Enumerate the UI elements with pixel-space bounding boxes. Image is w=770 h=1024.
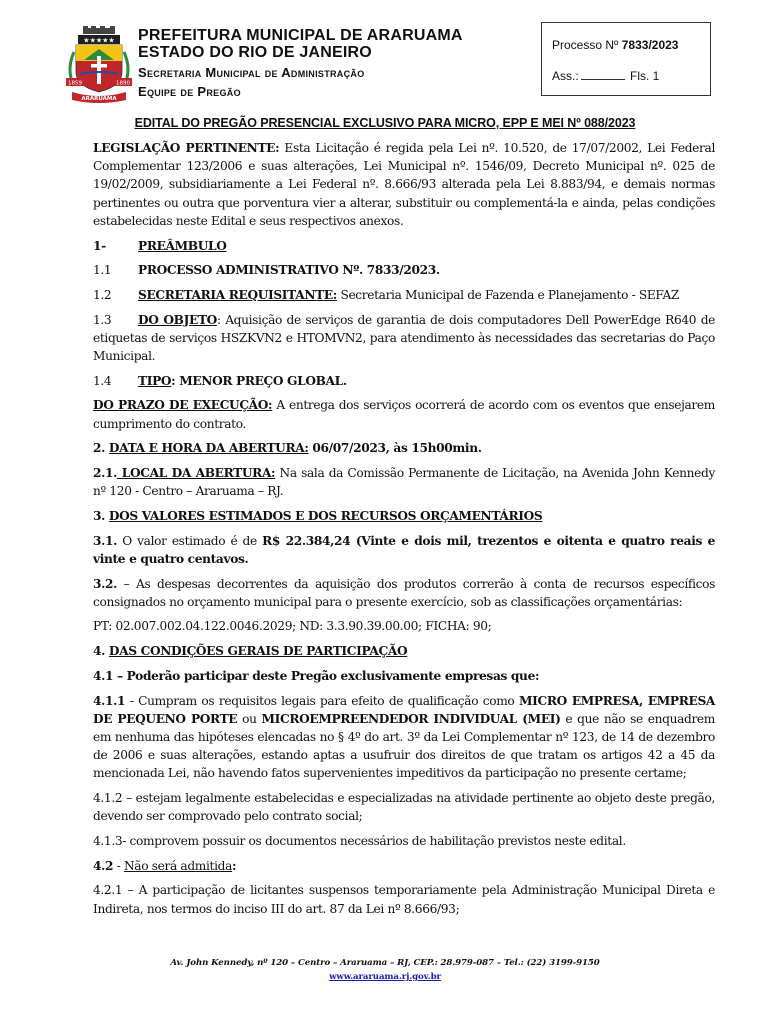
- section-3-2-text: – As despesas decorrentes da aquisição dos produtos correrão à conta de recursos específicos consignados no orçamento municipal para o presente exercício, sob as classificações orçamentárias:: [93, 576, 715, 609]
- section-1-2-text: Secretaria Municipal de Fazenda e Planejamento - SEFAZ: [336, 287, 680, 302]
- section-4-1-1-text-c: ou: [237, 711, 262, 726]
- section-1-2-number: 1.2: [93, 287, 112, 302]
- section-1-number: 1-: [93, 238, 106, 253]
- section-1-3-text: : Aquisição de serviços de garantia de dois computadores Dell PowerEdge R640 de etiquetas de serviços HSZKVN2 e HTOMVN2, para atendimento às necessidades das secretarias do Paço Municipal.: [93, 312, 716, 364]
- section-1-4-number: 1.4: [93, 373, 112, 388]
- municipal-crest-icon: [64, 26, 134, 104]
- section-3-prefix: 3.: [93, 508, 109, 523]
- section-4-label: DAS CONDIÇÕES GERAIS DE PARTICIPAÇÃO: [108, 644, 408, 659]
- section-4-1-3: 4.1.3- comprovem possuir os documentos necessários de habilitação previstos neste edital.: [93, 834, 626, 848]
- org-name: PREFEITURA MUNICIPAL DE ARARUAMA: [138, 27, 463, 44]
- prazo-text: A entrega dos serviços ocorrerá de acordo com os eventos que ensejarem cumprimento do contrato.: [93, 398, 715, 431]
- section-2-text: 06/07/2023, às 15h00min.: [308, 441, 482, 456]
- org-state: ESTADO DO RIO DE JANEIRO: [138, 44, 372, 61]
- edital-title: EDITAL DO PREGÃO PRESENCIAL EXCLUSIVO PARA MICRO, EPP E MEI Nº 088/2023: [134, 116, 636, 130]
- process-box: [541, 22, 711, 96]
- section-1-1-text: PROCESSO ADMINISTRATIVO Nº. 7833/2023.: [138, 263, 440, 278]
- legislation-paragraph: [93, 139, 715, 230]
- section-3-2: [93, 575, 715, 611]
- process-label: Processo Nº: [552, 38, 619, 52]
- section-1-3-label: DO OBJETO: [138, 312, 217, 327]
- section-1-4: [93, 372, 715, 390]
- org-team: Equipe de Pregão: [138, 84, 241, 99]
- section-4-2: [93, 857, 715, 875]
- section-4-prefix: 4.: [93, 644, 109, 659]
- section-3: [93, 507, 715, 525]
- section-1-1-number: 1.1: [93, 263, 112, 278]
- section-3-2-number: 3.2.: [93, 576, 118, 591]
- section-4-1-1-text-a: - Cumpram os requisitos legais para efeito de qualificação como: [125, 693, 519, 708]
- section-2-1-label: LOCAL DA ABERTURA:: [117, 466, 276, 481]
- section-2-prefix: 2.: [93, 441, 109, 456]
- section-3-label: DOS VALORES ESTIMADOS E DOS RECURSOS ORÇAMENTÁRIOS: [108, 508, 543, 523]
- section-3-1-number: 3.1.: [93, 533, 118, 548]
- section-1-4-label: TIPO: [138, 373, 172, 388]
- footer-website-link[interactable]: www.araruama.rj.gov.br: [329, 972, 441, 982]
- budget-classification: PT: 02.007.002.04.122.0046.2029; ND: 3.3.90.39.00.00; FICHA: 90;: [93, 619, 492, 634]
- section-4-2-dash: -: [113, 858, 124, 873]
- svg-text:1859: 1859: [68, 80, 82, 87]
- process-number-line: [552, 38, 678, 52]
- section-4-1-1: [93, 692, 715, 783]
- section-1-title: PREÂMBULO: [138, 238, 227, 253]
- legislation-text: Esta Licitação é regida pela Lei nº. 10.520, de 17/07/2002, Lei Federal Complementar 123/2006 e suas alterações, Lei Municipal nº. 1546/09, Decreto Municipal nº. 025 de 19/02/2009, subsidiariamente a Lei Federal nº. 8.666/93 alterada pela Lei 8.883/94, e demais normas pertinentes ou outra que porventura vier a alterar, substituir ou complementá-la e ainda, pelas condições estabelecidas neste Edital e seus respectivos anexos.: [93, 141, 715, 228]
- footer-address: Av. John Kennedy, nº 120 – Centro – Araruama – RJ, CEP.: 28.979-087 – Tel.: (22) 3199-9150: [170, 958, 600, 968]
- section-1-2-label: SECRETARIA REQUISITANTE:: [138, 287, 337, 302]
- org-department: Secretaria Municipal de Administração: [138, 65, 365, 80]
- section-3-1-value: R$ 22.384,24 (Vinte e dois mil, trezentos e oitenta e quatro reais e vinte e quatro centavos.: [93, 533, 715, 566]
- section-1-2: [93, 286, 715, 304]
- signature-line: [552, 69, 659, 83]
- section-2: [93, 439, 715, 457]
- section-1-3: [93, 311, 715, 366]
- legislation-label: LEGISLAÇÃO PERTINENTE:: [93, 141, 280, 155]
- section-1-1: [93, 261, 715, 279]
- page-footer: [0, 956, 770, 984]
- section-4-1: [93, 667, 715, 685]
- section-2-1: [93, 464, 715, 500]
- signature-blank: [581, 69, 625, 80]
- section-4-1-2: 4.1.2 – estejam legalmente estabelecidas e especializadas na atividade pertinente ao objeto deste pregão, devendo ser comprovado pelo contrato social;: [93, 791, 715, 824]
- svg-text:ARARUAMA: ARARUAMA: [81, 96, 117, 102]
- section-1-3-number: 1.3: [93, 312, 112, 327]
- section-2-1-text: Na sala da Comissão Permanente de Licitação, na Avenida John Kennedy nº 120 - Centro – Araruama – RJ.: [93, 466, 715, 499]
- section-4-1-1-number: 4.1.1: [93, 693, 126, 708]
- process-number: 7833/2023: [621, 38, 679, 52]
- section-4-2-1: 4.2.1 – A participação de licitantes suspensos temporariamente pela Administração Municipal Direta e Indireta, nos termos do inciso III do art. 87 da Lei nº 8.666/93;: [93, 883, 715, 916]
- section-4-1-1-text-d: MICROEMPREENDEDOR INDIVIDUAL (MEI): [261, 711, 561, 726]
- svg-text:★★★★★: ★★★★★: [83, 36, 115, 45]
- section-4-2-label: Não será admitida: [123, 858, 232, 873]
- section-4-2-prefix: 4.2: [93, 858, 114, 873]
- section-4-1-1-text-b: MICRO EMPRESA, EMPRESA DE PEQUENO PORTE: [93, 693, 716, 726]
- prazo-paragraph: [93, 396, 715, 432]
- section-4-1-1-text-e: e que não se enquadrem em nenhuma das hipóteses elencadas no § 4º do art. 3º da Lei Complementar nº 123, de 14 de dezembro de 2006 e suas alterações, estando aptas a usufruir dos direitos de que tratam os artigos 42 a 45 da mencionada Lei, não havendo fatos supervenientes impeditivos da participação no presente certame;: [93, 711, 715, 781]
- section-4: [93, 642, 715, 660]
- section-1-4-text: : MENOR PREÇO GLOBAL.: [171, 373, 347, 388]
- section-3-1: [93, 532, 715, 568]
- section-3-1-text: O valor estimado é de: [117, 533, 263, 548]
- section-2-1-prefix: 2.1.: [93, 466, 118, 481]
- fls-label: Fls. 1: [630, 69, 660, 83]
- section-4-2-colon: :: [232, 858, 237, 873]
- prazo-label: DO PRAZO DE EXECUÇÃO:: [93, 398, 273, 413]
- svg-text:1890: 1890: [116, 80, 130, 87]
- section-1: [93, 237, 715, 255]
- section-4-1-text: 4.1 – Poderão participar deste Pregão exclusivamente empresas que:: [93, 668, 540, 683]
- ass-label: Ass.:: [552, 69, 579, 83]
- section-2-label: DATA E HORA DA ABERTURA:: [108, 441, 309, 456]
- document-body: [93, 139, 715, 924]
